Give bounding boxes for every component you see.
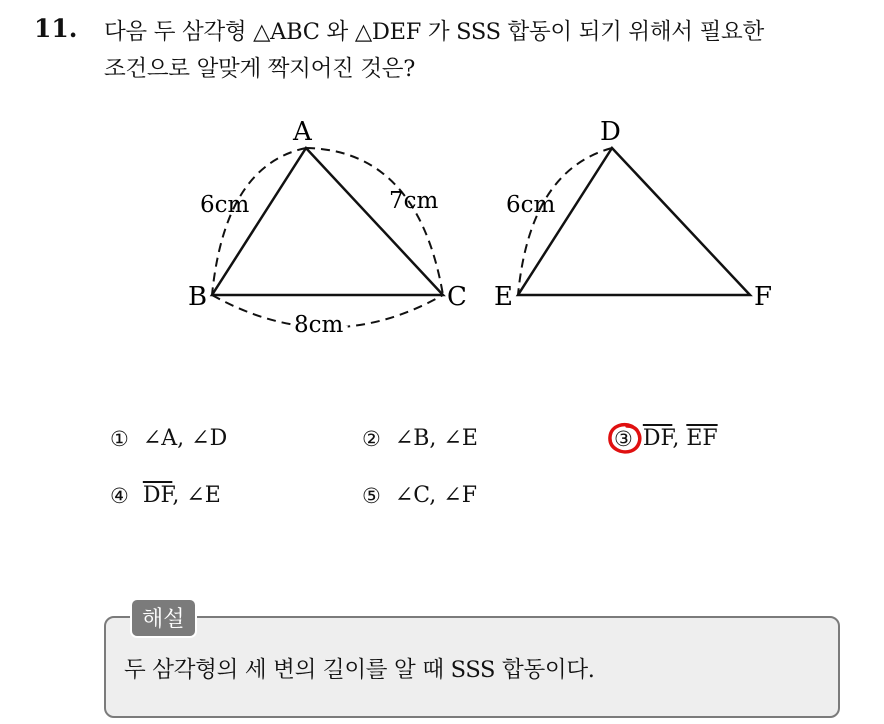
- choice-2[interactable]: [362, 426, 478, 451]
- answer-circle-mark: [607, 422, 643, 456]
- length-label-ab: 6cm: [200, 192, 250, 218]
- choice-4-angle: ∠E: [186, 483, 221, 508]
- question-number: 11.: [34, 14, 78, 43]
- choice-3-segment-1: $\overline{DF}$: [642, 426, 673, 451]
- choice-1-text: ∠A, ∠D: [142, 426, 228, 451]
- choice-5-number: ⑤: [362, 483, 381, 508]
- choice-5[interactable]: [362, 483, 477, 508]
- choice-2-text: ∠B, ∠E: [394, 426, 478, 451]
- choice-3-number: [614, 427, 633, 451]
- choice-3-number-glyph: ③: [614, 426, 633, 451]
- vertex-label-a: A: [293, 117, 312, 147]
- choice-5-text: ∠C, ∠F: [394, 483, 477, 508]
- explanation-text: 두 삼각형의 세 변의 길이를 알 때 SSS 합동이다.: [124, 657, 595, 683]
- choice-2-number: ②: [362, 426, 381, 451]
- choice-1-number: ①: [110, 426, 129, 451]
- length-label-bc: 8cm: [294, 312, 344, 338]
- length-label-de: 6cm: [506, 192, 556, 218]
- choice-4-segment: $\overline{DF}$: [142, 483, 173, 508]
- choice-3-separator: ,: [672, 426, 687, 451]
- triangle-abc: [212, 148, 443, 295]
- triangle-def: [518, 148, 750, 295]
- choice-4[interactable]: [110, 483, 221, 508]
- choice-3-segment-2: $\overline{EF}$: [686, 426, 718, 451]
- vertex-label-e: E: [494, 282, 513, 312]
- vertex-label-d: D: [600, 117, 621, 147]
- length-label-ac: 7cm: [389, 188, 439, 214]
- vertex-label-c: C: [447, 282, 467, 312]
- choice-4-separator: ,: [172, 483, 187, 508]
- explanation-tag: 해설: [130, 598, 197, 638]
- question-line-1: 다음 두 삼각형 △ABC 와 △DEF 가 SSS 합동이 되기 위해서 필요한: [104, 19, 764, 45]
- question-line-2: 조건으로 알맞게 짝지어진 것은?: [104, 56, 415, 82]
- choice-3-text: [643, 426, 718, 451]
- choice-3[interactable]: [614, 426, 718, 451]
- choice-4-number: ④: [110, 483, 129, 508]
- vertex-label-b: B: [188, 282, 208, 312]
- choice-4-text: [143, 483, 221, 508]
- vertex-label-f: F: [754, 282, 773, 312]
- choice-1[interactable]: [110, 426, 227, 451]
